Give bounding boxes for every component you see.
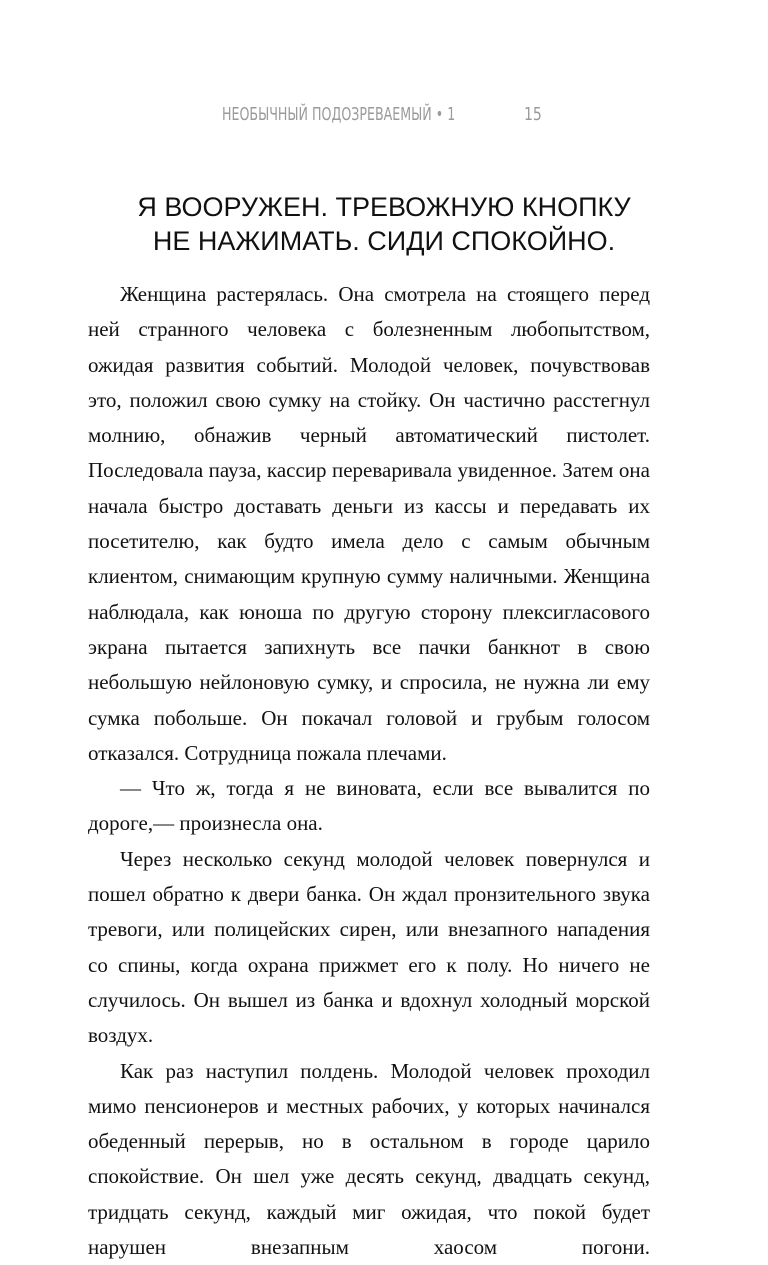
paragraph: Как раз наступил полдень. Молодой человек проходил мимо пенсионеров и местных рабочих, у которых начинался обеденный перерыв, но в остальном в городе царило спокойствие. Он шел уже десять секунд, двадцать секунд, тридцать секунд, каждый миг ожидая, что покой будет нарушен внезапным хаосом погони.	[88, 1058, 650, 1260]
running-header-title: НЕОБЫЧНЫЙ ПОДОЗРЕВАЕМЫЙ • 1	[222, 104, 456, 125]
paragraph: Женщина растерялась. Она смотрела на стоящего перед ней странного человека с болезненным любопытством, ожидая развития событий. Молодой человек, почувствовав это, положил свою сумку на стойку. Он частично расстегнул молнию, обнажив черный автоматический пистолет. Последовала пауза, кассир переваривала увиденное. Затем она начала быстро доставать деньги из кассы и передавать их посетителю, как будто имела дело с самым обычным клиентом, снимающим крупную сумму наличными. Женщина наблюдала, как юноша по другую сторону плексигласового экрана пытается запихнуть все пачки банкнот в свою небольшую нейлоновую сумку, и спросила, не нужна ли ему сумка побольше. Он покачал головой и грубым голосом отказался. Сотрудница пожала плечами.	[88, 282, 650, 765]
chapter-title	[84, 190, 684, 258]
running-header	[0, 104, 768, 140]
paragraph: — Что ж, тогда я не виновата, если все вывалится по дороге,— произнесла она.	[88, 776, 650, 836]
paragraph: Через несколько секунд молодой человек повернулся и пошел обратно к двери банка. Он ждал пронзительного звука тревоги, или полицейских сирен, или внезапного нападения со спины, когда охрана прижмет его к полу. Но ничего не случилось. Он вышел из банка и вдохнул холодный морской воздух.	[88, 846, 650, 1048]
chapter-title-line-1: Я ВООРУЖЕН. ТРЕВОЖНУЮ КНОПКУ	[137, 192, 631, 222]
body-text	[88, 277, 650, 1265]
chapter-title-line-2: НЕ НАЖИМАТЬ. СИДИ СПОКОЙНО.	[152, 226, 616, 256]
page-number: 15	[524, 104, 542, 125]
